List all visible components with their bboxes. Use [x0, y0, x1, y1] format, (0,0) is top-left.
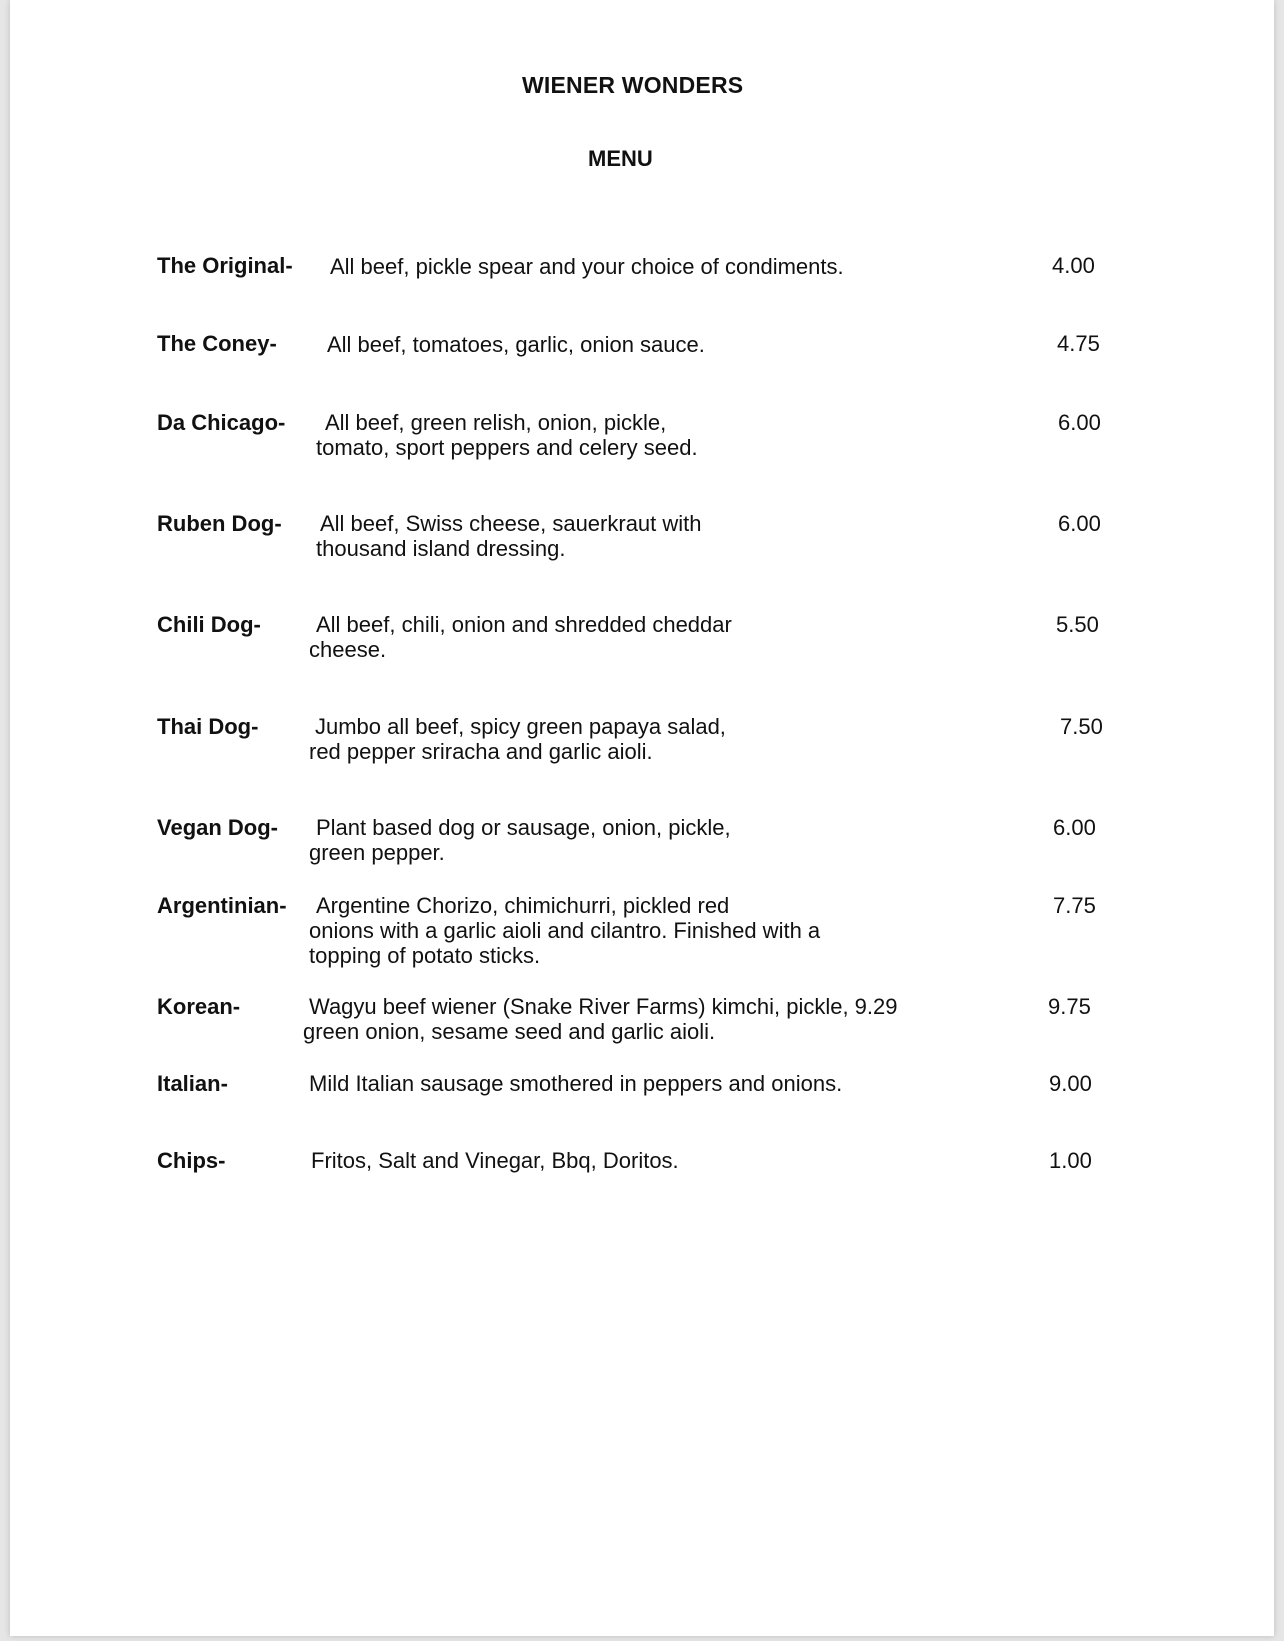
item-description	[309, 1071, 842, 1096]
item-description	[309, 815, 731, 865]
item-description-line: All beef, pickle spear and your choice of condiments.	[330, 254, 844, 279]
item-price: 6.00	[1053, 815, 1096, 840]
item-description-line: tomato, sport peppers and celery seed.	[316, 435, 698, 460]
item-price: 4.75	[1057, 331, 1100, 356]
item-price: 7.50	[1060, 714, 1103, 739]
item-name: Thai Dog-	[157, 714, 259, 739]
item-description	[327, 332, 705, 357]
item-description	[330, 254, 844, 279]
item-description	[316, 410, 698, 460]
item-description-line: Wagyu beef wiener (Snake River Farms) kimchi, pickle, 9.29	[309, 994, 898, 1019]
item-name: Chips-	[157, 1148, 226, 1173]
item-description-line: Fritos, Salt and Vinegar, Bbq, Doritos.	[311, 1148, 679, 1173]
item-name: Vegan Dog-	[157, 815, 279, 840]
item-description-line: All beef, tomatoes, garlic, onion sauce.	[327, 332, 705, 357]
item-name: Korean-	[157, 994, 241, 1019]
item-description-line: thousand island dressing.	[316, 536, 566, 561]
item-price: 9.75	[1048, 994, 1091, 1019]
item-description	[303, 994, 898, 1044]
item-price: 1.00	[1049, 1148, 1092, 1173]
item-price: 6.00	[1058, 410, 1101, 435]
item-name: Italian-	[157, 1071, 228, 1096]
menu-page	[10, 0, 1274, 1636]
item-description-line: green pepper.	[309, 840, 445, 865]
item-description	[309, 612, 732, 662]
item-description-line: All beef, Swiss cheese, sauerkraut with	[320, 511, 702, 536]
item-description-line: All beef, green relish, onion, pickle,	[325, 410, 667, 435]
item-description	[311, 1148, 679, 1173]
item-price: 9.00	[1049, 1071, 1092, 1096]
item-description-line: onions with a garlic aioli and cilantro. Finished with a	[309, 918, 821, 943]
item-name: The Original-	[157, 253, 293, 278]
item-description-line: topping of potato sticks.	[309, 943, 541, 968]
item-description-line: Plant based dog or sausage, onion, pickle,	[316, 815, 731, 840]
item-name: Ruben Dog-	[157, 511, 282, 536]
item-description-line: red pepper sriracha and garlic aioli.	[309, 739, 653, 764]
item-description-line: Mild Italian sausage smothered in peppers and onions.	[309, 1071, 843, 1096]
item-name: Da Chicago-	[157, 410, 286, 435]
menu-heading: MENU	[588, 146, 653, 171]
restaurant-title: WIENER WONDERS	[522, 72, 744, 98]
item-price: 5.50	[1056, 612, 1099, 637]
item-description-line: All beef, chili, onion and shredded cheddar	[316, 612, 732, 637]
item-description-line: cheese.	[309, 637, 387, 662]
item-description-line: Argentine Chorizo, chimichurri, pickled red	[316, 893, 730, 918]
item-price: 6.00	[1058, 511, 1101, 536]
item-name: Argentinian-	[157, 893, 287, 918]
item-description-line: Jumbo all beef, spicy green papaya salad,	[315, 714, 726, 739]
item-name: Chili Dog-	[157, 612, 261, 637]
item-description-line: green onion, sesame seed and garlic aioli.	[303, 1019, 716, 1044]
item-description	[309, 714, 726, 764]
item-description	[309, 893, 820, 968]
item-description	[316, 511, 702, 561]
item-price: 7.75	[1053, 893, 1096, 918]
item-name: The Coney-	[157, 331, 277, 356]
item-price: 4.00	[1052, 253, 1095, 278]
